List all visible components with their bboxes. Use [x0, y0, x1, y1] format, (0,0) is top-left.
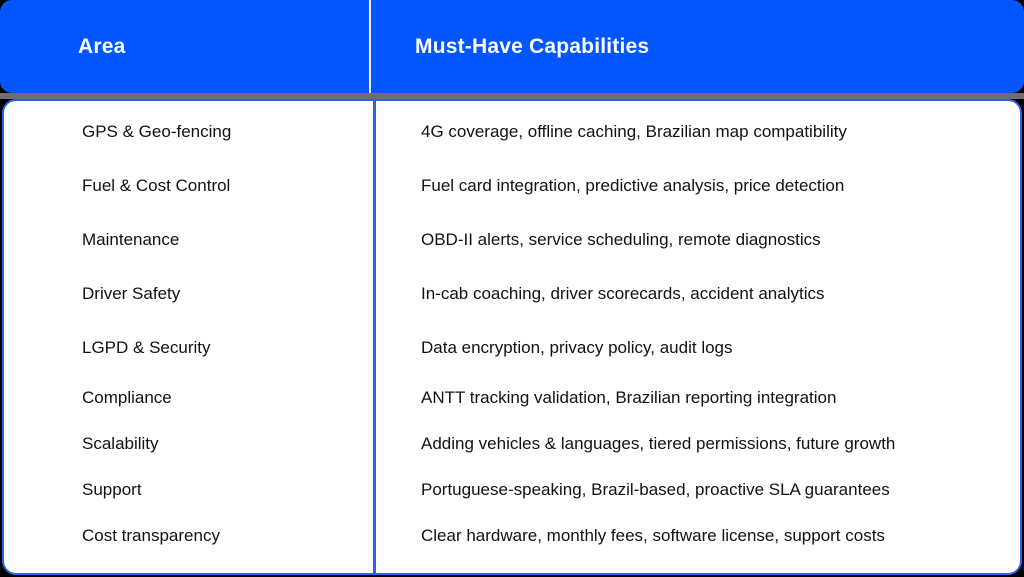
capabilities-cell: Portuguese-speaking, Brazil-based, proactive SLA guarantees [421, 480, 890, 499]
table-row [4, 321, 1020, 375]
area-cell: LGPD & Security [82, 338, 211, 357]
area-cell: Scalability [82, 434, 159, 453]
table-row [4, 267, 1020, 321]
table-row [4, 467, 1020, 513]
area-cell: Compliance [82, 388, 172, 407]
table-header [0, 0, 1024, 93]
capabilities-cell: ANTT tracking validation, Brazilian reporting integration [421, 388, 837, 407]
capabilities-cell: 4G coverage, offline caching, Brazilian map compatibility [421, 122, 847, 141]
column-header-area: Area [0, 0, 371, 93]
capabilities-cell: Clear hardware, monthly fees, software license, support costs [421, 526, 885, 545]
capabilities-cell: Data encryption, privacy policy, audit logs [421, 338, 733, 357]
table-body [2, 99, 1022, 575]
capabilities-cell: OBD-II alerts, service scheduling, remote diagnostics [421, 230, 821, 249]
area-cell: Fuel & Cost Control [82, 176, 231, 195]
area-cell: GPS & Geo-fencing [82, 122, 232, 141]
area-cell: Support [82, 480, 142, 499]
table-row [4, 375, 1020, 421]
column-header-capabilities: Must-Have Capabilities [415, 34, 650, 58]
table-rows [4, 101, 1020, 559]
capabilities-cell: Fuel card integration, predictive analysis, price detection [421, 176, 845, 195]
area-cell: Driver Safety [82, 284, 181, 303]
area-cell: Cost transparency [82, 526, 220, 545]
table-row [4, 105, 1020, 159]
capabilities-cell: Adding vehicles & languages, tiered permissions, future growth [421, 434, 896, 453]
table-row [4, 421, 1020, 467]
capabilities-cell: In-cab coaching, driver scorecards, accident analytics [421, 284, 825, 303]
table-row [4, 159, 1020, 213]
area-cell: Maintenance [82, 230, 180, 249]
table-row [4, 513, 1020, 559]
table-row [4, 213, 1020, 267]
